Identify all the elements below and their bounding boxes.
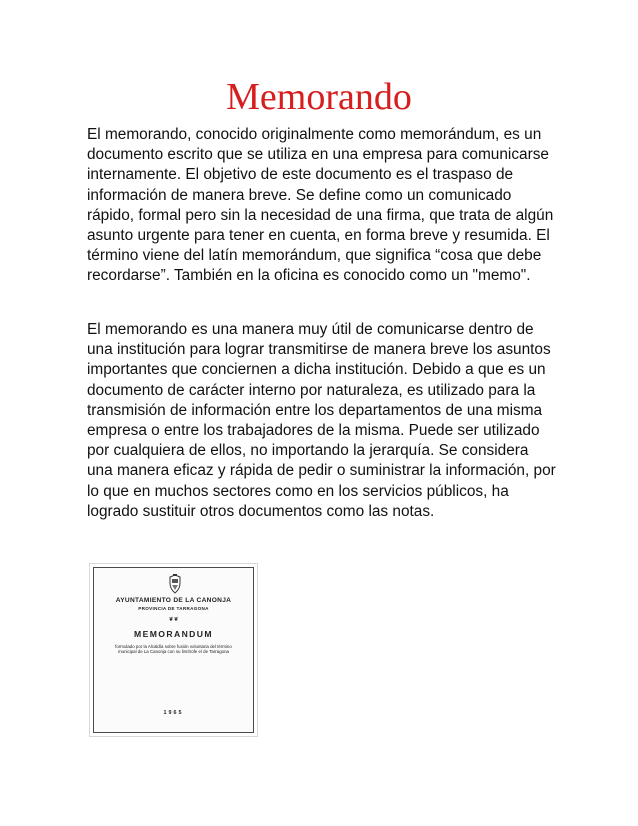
coat-of-arms-icon <box>167 574 183 594</box>
cover-organization: AYUNTAMIENTO DE LA CANONJA <box>115 597 232 604</box>
paragraph-usage: El memorando es una manera muy útil de comunicarse dentro de una institución para lograr transmitirse de manera breve los asuntos importantes que conciernen a dicha institución. Debido a que es un documento de carácter interno por naturaleza, es utilizado para la transmisión de información entre los departamentos de una misma empresa o entre los trabajadores de la misma. Puede ser utilizado por cualquiera de ellos, no importando la jerarquía. Se considera una manera eficaz y rápida de pedir o suministrar la información, por lo que en muchos sectores como en los servicios públicos, ha logrado sustituir otros documentos como las notas. <box>87 321 556 520</box>
paragraph-definition: El memorando, conocido originalmente como memorándum, es un documento escrito que se utiliza en una empresa para comunicarse internamente. El objetivo de este documento es el traspaso de información de manera breve. Se define como un comunicado rápido, formal pero sin la necesidad de una firma, que trata de algún asunto urgente para tener en cuenta, en forma breve y resumida. El término viene del latín memorándum, que significa “cosa que debe recordarse”. También en la oficina es conocido como un "memo". <box>87 126 554 285</box>
cover-ornament: ❦❦ <box>168 617 179 623</box>
cover-frame <box>93 567 254 733</box>
cover-title: MEMORANDUM <box>134 629 213 639</box>
page-title: Memorando <box>226 76 412 118</box>
cover-subtitle: formulado por la Alcaldía sobre fusión voluntaria del término municipal de La Canonja con su limítrofe el de Tarragona <box>115 644 232 655</box>
memorandum-cover-image <box>89 563 258 737</box>
cover-year: 1965 <box>163 710 184 716</box>
cover-province: PROVINCIA DE TARRAGONA <box>138 606 209 611</box>
